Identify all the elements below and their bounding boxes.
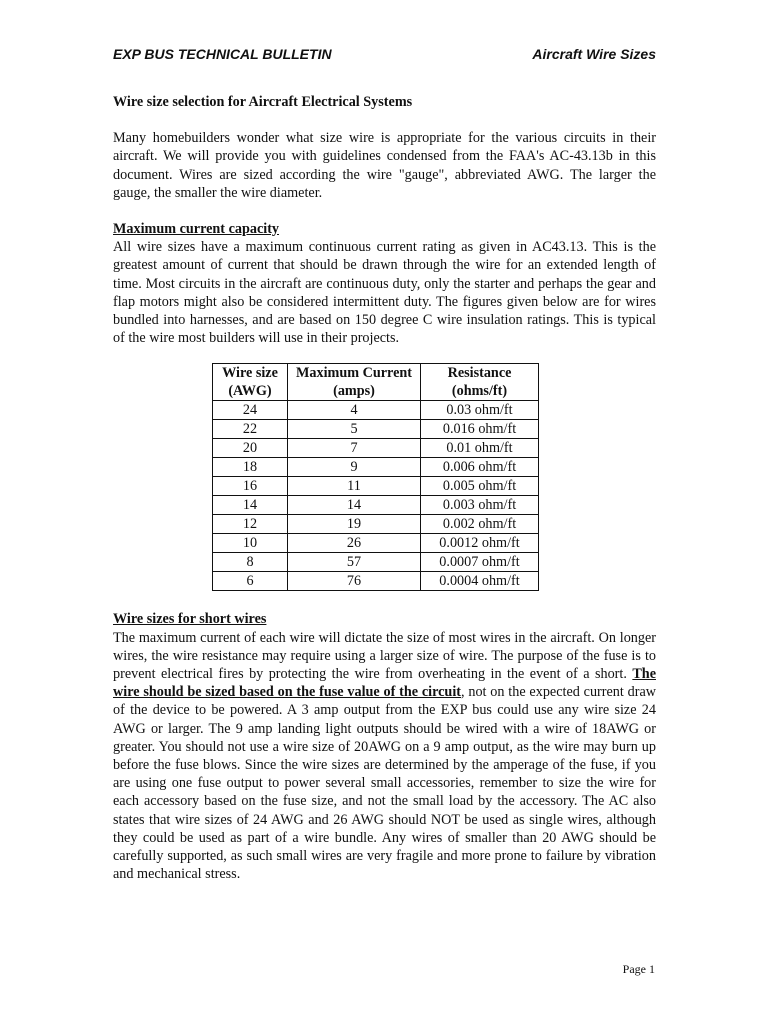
table-row: [213, 401, 539, 420]
cell-awg: 12: [213, 515, 288, 534]
section-max-current-body: All wire sizes have a maximum continuous current rating as given in AC43.13. This is the greatest amount of current that should be drawn through the wire for an extended length of time. Most circuits in the aircraft are continuous duty, only the starter and perhaps the gear and flap motors might also be considered intermittent duty. The figures given below are for wires bundled into harnesses, and are based on 150 degree C wire insulation ratings. This is typical of the wire most builders will use in their projects.: [113, 239, 656, 347]
header-line: (ohms/ft): [451, 383, 508, 400]
header-line: (AWG): [228, 383, 272, 400]
table-row: [213, 496, 539, 515]
header-wire-size: [213, 364, 288, 401]
table-row: [213, 439, 539, 458]
cell-awg: 24: [213, 401, 288, 420]
cell-resistance: 0.003 ohm/ft: [421, 496, 539, 515]
cell-awg: 8: [213, 553, 288, 572]
cell-amps: 7: [288, 439, 421, 458]
cell-awg: 6: [213, 572, 288, 591]
wire-size-table: [212, 363, 539, 591]
cell-resistance: 0.03 ohm/ft: [421, 401, 539, 420]
page-header: [113, 46, 656, 66]
document-body: [113, 93, 656, 883]
header-resistance: [421, 364, 539, 401]
body-text-after: , not on the expected current draw of the device to be powered. A 3 amp output from the EXP bus could use any wire size 24 AWG or larger. The 9 amp landing light outputs should be wired with a wire of 18AWG or greater. You should not use a wire size of 20AWG on a 9 amp output, as the wire may burn up before the fuse blows. Since the wire sizes are determined by the amperage of the fuse, if you are using one fuse output to power several small accessories, remember to size the wire for each accessory based on the fuse size, and not the small load by the accessory. The AC also states that wire sizes of 24 AWG and 26 AWG should NOT be used as single wires, although they could be used as part of a wire bundle. Any wires of smaller than 20 AWG should be carefully supported, as such small wires are very fragile and more prone to failure by vibration and mechanical stress.: [113, 684, 656, 883]
cell-awg: 16: [213, 477, 288, 496]
section-short-wires: [113, 610, 656, 883]
header-line: Wire size: [222, 365, 278, 382]
header-line: Resistance: [447, 365, 512, 382]
cell-resistance: 0.002 ohm/ft: [421, 515, 539, 534]
section-max-current: [113, 220, 656, 347]
document-title: Wire size selection for Aircraft Electrical Systems: [113, 94, 413, 110]
wire-table-wrapper: [212, 363, 656, 591]
cell-amps: 11: [288, 477, 421, 496]
intro-paragraph: Many homebuilders wonder what size wire is appropriate for the various circuits in their aircraft. We will provide you with guidelines condensed from the FAA's AC-43.13b in this document. Wires are sized according the wire "gauge", abbreviated AWG. The larger the gauge, the smaller the wire diameter.: [113, 130, 656, 201]
cell-awg: 22: [213, 420, 288, 439]
cell-amps: 14: [288, 496, 421, 515]
header-line: (amps): [333, 383, 375, 400]
table-row: [213, 458, 539, 477]
cell-resistance: 0.0007 ohm/ft: [421, 553, 539, 572]
header-line: Maximum Current: [296, 365, 412, 382]
cell-awg: 18: [213, 458, 288, 477]
cell-resistance: 0.005 ohm/ft: [421, 477, 539, 496]
table-row: [213, 553, 539, 572]
cell-resistance: 0.0004 ohm/ft: [421, 572, 539, 591]
table-row: [213, 477, 539, 496]
cell-amps: 5: [288, 420, 421, 439]
table-header-row: [213, 364, 539, 401]
header-topic: Aircraft Wire Sizes: [532, 46, 656, 62]
table-row: [213, 572, 539, 591]
page-number: Page 1: [622, 962, 655, 976]
cell-amps: 19: [288, 515, 421, 534]
cell-amps: 26: [288, 534, 421, 553]
section-heading-short-wires: Wire sizes for short wires: [113, 611, 267, 628]
cell-resistance: 0.01 ohm/ft: [421, 439, 539, 458]
table-row: [213, 420, 539, 439]
section-heading-max-current: Maximum current capacity: [113, 221, 280, 238]
cell-amps: 76: [288, 572, 421, 591]
cell-awg: 20: [213, 439, 288, 458]
body-text-before: The maximum current of each wire will dictate the size of most wires in the aircraft. On longer wires, the wire resistance may require using a larger size of wire. The purpose of the fuse is to prevent electrical fires by protecting the wire from overheating in the event of a short.: [113, 629, 656, 683]
cell-amps: 57: [288, 553, 421, 572]
header-max-current: [288, 364, 421, 401]
cell-resistance: 0.006 ohm/ft: [421, 458, 539, 477]
cell-amps: 4: [288, 401, 421, 420]
cell-resistance: 0.016 ohm/ft: [421, 420, 539, 439]
section-short-wires-body: [113, 629, 656, 884]
cell-awg: 14: [213, 496, 288, 515]
cell-awg: 10: [213, 534, 288, 553]
header-bulletin-title: EXP BUS TECHNICAL BULLETIN: [113, 46, 332, 62]
table-row: [213, 515, 539, 534]
cell-resistance: 0.0012 ohm/ft: [421, 534, 539, 553]
cell-amps: 9: [288, 458, 421, 477]
body-emphasis: The wire should be sized based on the fuse value of the circuit: [113, 666, 656, 701]
table-row: [213, 534, 539, 553]
